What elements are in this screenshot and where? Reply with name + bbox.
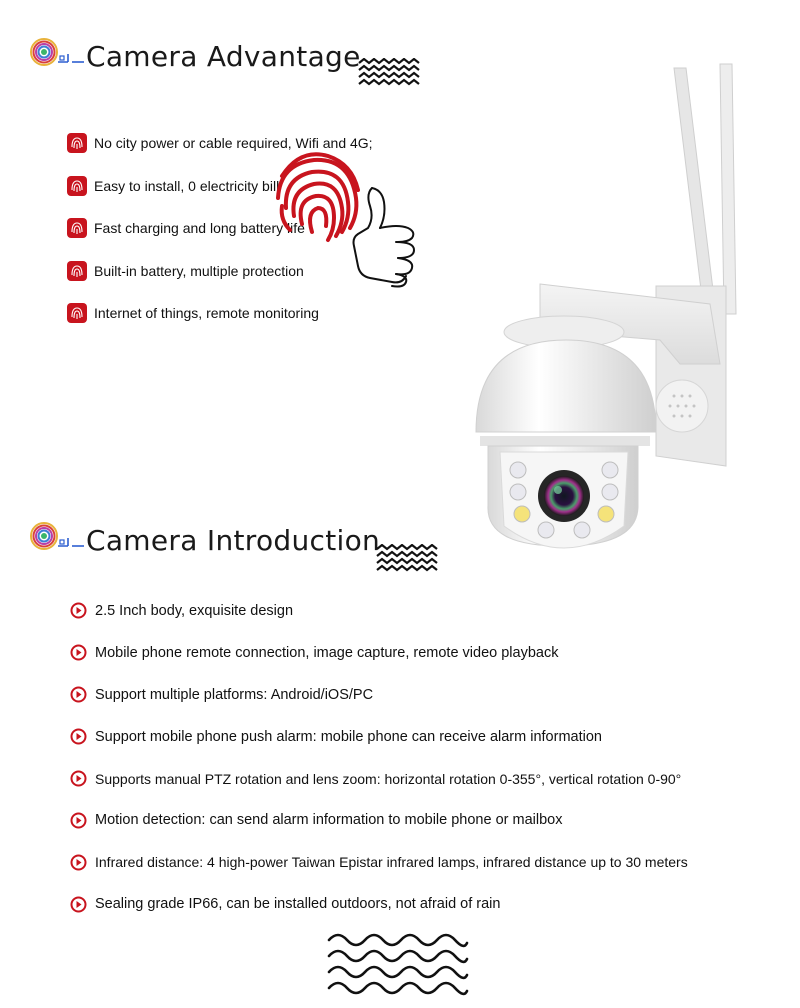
introduction-header [28, 520, 380, 560]
red-fingerprint-icon [66, 302, 88, 324]
list-item [70, 883, 688, 925]
red-fingerprint-icon [66, 175, 88, 197]
list-item [70, 674, 688, 716]
list-item [66, 250, 373, 293]
introduction-item-text: Sealing grade IP66, can be installed outdoors, not afraid of rain [95, 896, 501, 913]
introduction-item-text: Support mobile phone push alarm: mobile phone can receive alarm information [95, 728, 602, 745]
list-item [66, 292, 373, 335]
red-fingerprint-icon [66, 132, 88, 154]
rainbow-circle-logo-icon [28, 520, 80, 560]
rainbow-circle-logo-icon [28, 36, 80, 76]
red-play-circle-icon [70, 686, 87, 703]
red-play-circle-icon [70, 896, 87, 913]
section-title-introduction: Camera Introduction [86, 523, 381, 557]
zigzag-decoration [358, 58, 420, 86]
red-fingerprint-icon [66, 260, 88, 282]
advantage-header [28, 36, 361, 76]
list-item [70, 590, 688, 632]
introduction-list [70, 590, 688, 925]
introduction-item-text: Supports manual PTZ rotation and lens zoom: horizontal rotation 0-355°, vertical rotation 0-90° [95, 770, 682, 787]
wave-decoration [326, 932, 472, 998]
introduction-item-text: Mobile phone remote connection, image capture, remote video playback [95, 644, 559, 661]
red-play-circle-icon [70, 602, 87, 619]
advantage-item-text: Easy to install, 0 electricity bill [94, 177, 280, 194]
advantage-item-text: Fast charging and long battery life [94, 220, 305, 237]
zigzag-decoration [376, 544, 438, 572]
list-item [70, 841, 688, 883]
red-play-circle-icon [70, 728, 87, 745]
section-title-advantage: Camera Advantage [86, 39, 361, 73]
red-play-circle-icon [70, 770, 87, 787]
thumbs-up-icon [350, 184, 420, 288]
red-play-circle-icon [70, 644, 87, 661]
ptz-camera-image [460, 56, 750, 566]
introduction-item-text: Infrared distance: 4 high-power Taiwan Epistar infrared lamps, infrared distance up to 30 meters [95, 854, 688, 871]
advantage-item-text: Internet of things, remote monitoring [94, 305, 319, 322]
list-item [70, 799, 688, 841]
red-play-circle-icon [70, 854, 87, 871]
introduction-item-text: Motion detection: can send alarm information to mobile phone or mailbox [95, 812, 563, 829]
introduction-item-text: 2.5 Inch body, exquisite design [95, 602, 294, 619]
red-fingerprint-icon [66, 217, 88, 239]
red-play-circle-icon [70, 812, 87, 829]
list-item [70, 758, 688, 800]
list-item [70, 716, 688, 758]
list-item [70, 632, 688, 674]
introduction-item-text: Support multiple platforms: Android/iOS/PC [95, 686, 374, 703]
advantage-item-text: No city power or cable required, Wifi and 4G; [94, 135, 373, 152]
advantage-item-text: Built-in battery, multiple protection [94, 262, 304, 279]
